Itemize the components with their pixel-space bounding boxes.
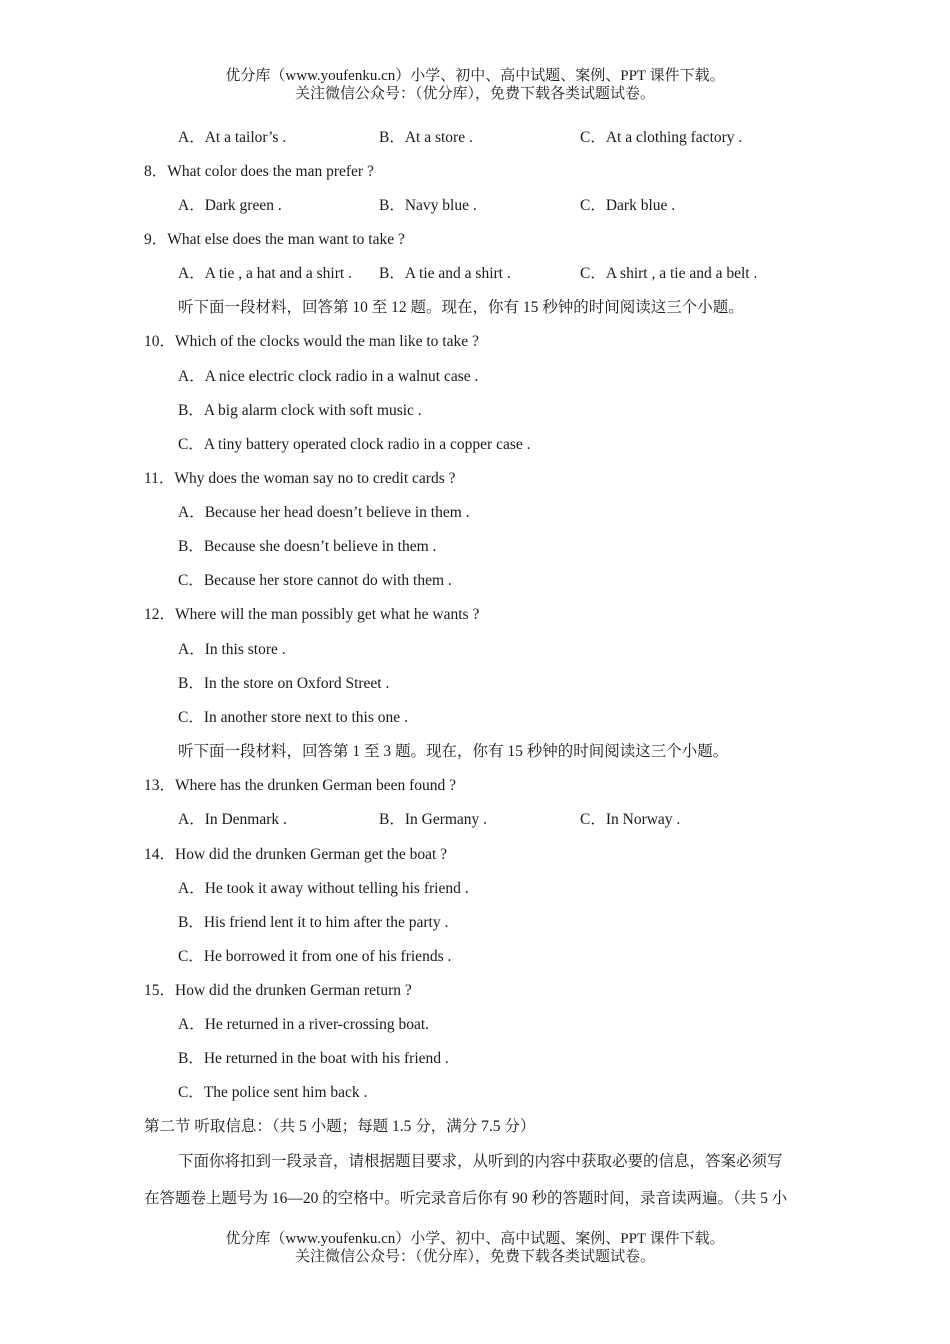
q8-option-a: A．Dark green .	[178, 197, 282, 214]
instruction-1: 听下面一段材料，回答第 10 至 12 题。现在，你有 15 秒钟的时间阅读这三个小题。	[178, 299, 744, 316]
q8-option-c: C．Dark blue .	[580, 197, 676, 214]
q12-option-a: A．In this store .	[178, 641, 286, 658]
q14-stem: 14．How did the drunken German get the boat ?	[144, 846, 448, 863]
page-header	[0, 67, 950, 103]
q13-stem: 13．Where has the drunken German been found ?	[144, 777, 457, 794]
header-line-1: 优分库（www.youfenku.cn）小学、初中、高中试题、案例、PPT 课件下载。	[225, 68, 725, 84]
q11-option-b: B．Because she doesn’t believe in them .	[178, 538, 437, 555]
q7-option-b: B．At a store .	[379, 129, 473, 146]
q9-option-c: C．A shirt , a tie and a belt .	[580, 265, 758, 282]
q7-option-c: C．At a clothing factory .	[580, 129, 743, 146]
q15-option-b: B．He returned in the boat with his friend .	[178, 1050, 449, 1067]
page-footer	[0, 1230, 950, 1266]
q8-option-b: B．Navy blue .	[379, 197, 477, 214]
q8-stem: 8．What color does the man prefer ?	[144, 163, 374, 180]
q12-option-b: B．In the store on Oxford Street .	[178, 675, 390, 692]
q13-option-b: B．In Germany .	[379, 811, 488, 828]
header-line-2: 关注微信公众号：（优分库），免费下载各类试题试卷。	[294, 86, 655, 102]
q14-option-a: A．He took it away without telling his friend .	[178, 880, 469, 897]
q9-stem: 9．What else does the man want to take ?	[144, 231, 405, 248]
q15-option-c: C．The police sent him back .	[178, 1084, 368, 1101]
q14-option-b: B．His friend lent it to him after the party .	[178, 914, 449, 931]
footer-line-1: 优分库（www.youfenku.cn）小学、初中、高中试题、案例、PPT 课件下载。	[225, 1231, 725, 1247]
section-2-paragraph-line-1: 下面你将扣到一段录音，请根据题目要求，从听到的内容中获取必要的信息，答案必须写	[178, 1153, 783, 1170]
q11-stem: 11．Why does the woman say no to credit cards ?	[144, 470, 456, 487]
instruction-2: 听下面一段材料，回答第 1 至 3 题。现在，你有 15 秒钟的时间阅读这三个小题。	[178, 743, 729, 760]
q10-option-c: C．A tiny battery operated clock radio in a copper case .	[178, 436, 531, 453]
q12-stem: 12．Where will the man possibly get what he wants ?	[144, 606, 480, 623]
q11-option-a: A．Because her head doesn’t believe in them .	[178, 504, 470, 521]
q10-stem: 10．Which of the clocks would the man like to take ?	[144, 333, 479, 350]
q9-option-b: B．A tie and a shirt .	[379, 265, 511, 282]
section-2-paragraph-line-2: 在答题卷上题号为 16—20 的空格中。听完录音后你有 90 秒的答题时间，录音读两遍。（共 5 小	[144, 1190, 788, 1207]
q15-stem: 15．How did the drunken German return ?	[144, 982, 412, 999]
section-2-title: 第二节 听取信息：（共 5 小题；每题 1.5 分，满分 7.5 分）	[144, 1118, 536, 1135]
q10-option-b: B．A big alarm clock with soft music .	[178, 402, 422, 419]
footer-line-2: 关注微信公众号：（优分库），免费下载各类试题试卷。	[294, 1249, 655, 1265]
q10-option-a: A．A nice electric clock radio in a walnut case .	[178, 368, 479, 385]
q7-option-a: A．At a tailor’s .	[178, 129, 287, 146]
q15-option-a: A．He returned in a river-crossing boat.	[178, 1016, 430, 1033]
q11-option-c: C．Because her store cannot do with them .	[178, 572, 452, 589]
q12-option-c: C．In another store next to this one .	[178, 709, 408, 726]
q13-option-c: C．In Norway .	[580, 811, 681, 828]
q13-option-a: A．In Denmark .	[178, 811, 287, 828]
q9-option-a: A．A tie , a hat and a shirt .	[178, 265, 352, 282]
q14-option-c: C．He borrowed it from one of his friends .	[178, 948, 452, 965]
